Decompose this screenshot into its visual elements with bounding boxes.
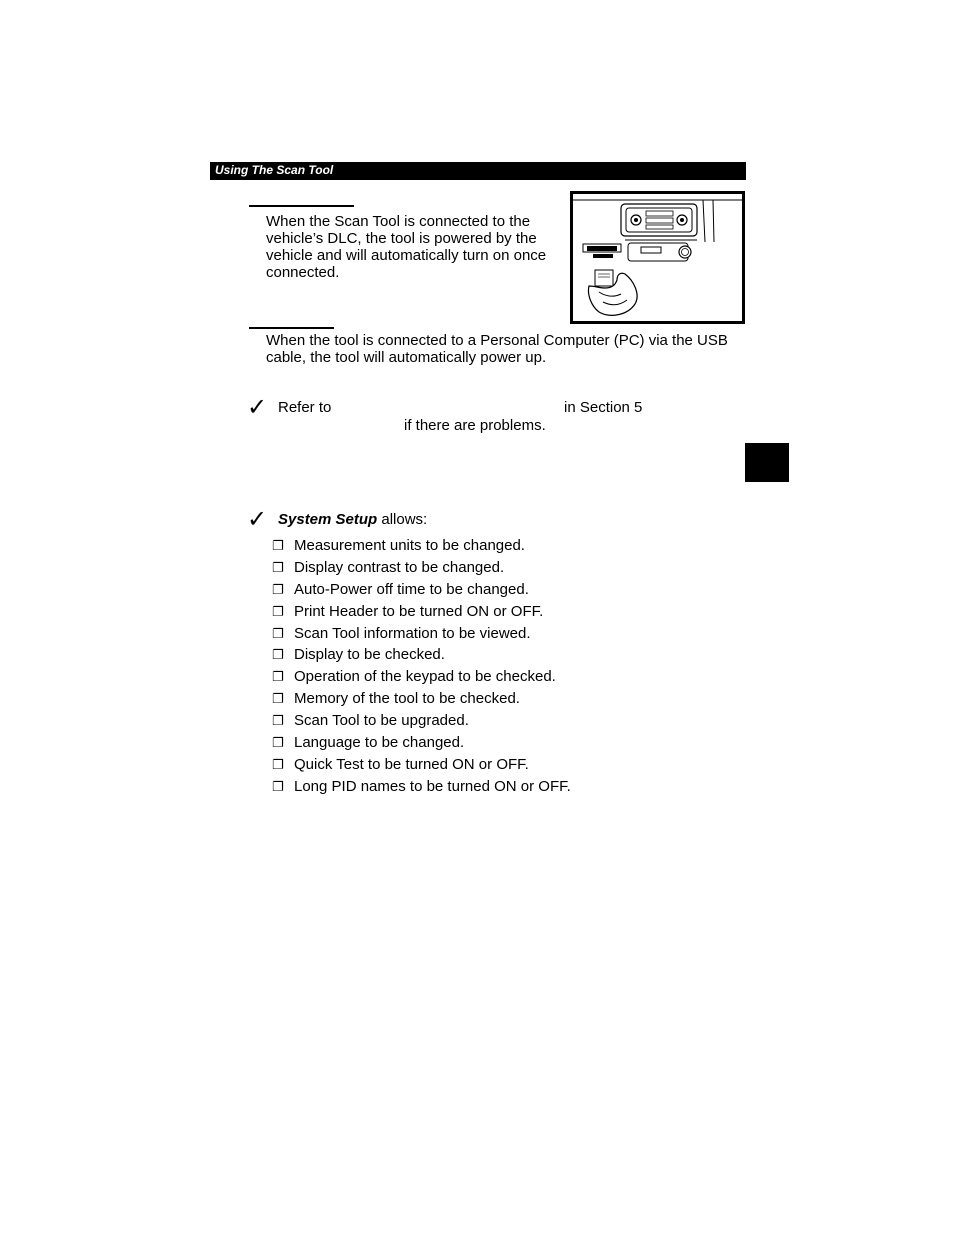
list-item: ❐ Measurement units to be changed.: [272, 535, 571, 557]
system-setup-list: [272, 535, 571, 798]
section-side-tab: [745, 443, 789, 482]
checkbox-bullet-icon: ❐: [272, 670, 284, 686]
refer-problems-label: if there are problems.: [404, 417, 546, 434]
checkbox-bullet-icon: ❐: [272, 757, 284, 773]
section-header-bar: [210, 162, 746, 180]
list-item: ❐ Long PID names to be turned ON or OFF.: [272, 776, 571, 798]
checkbox-bullet-icon: ❐: [272, 736, 284, 752]
list-item: ❐ Quick Test to be turned ON or OFF.: [272, 754, 571, 776]
list-item: ❐ Scan Tool to be upgraded.: [272, 710, 571, 732]
system-setup-suffix: allows:: [377, 511, 428, 528]
list-item: ❐ Print Header to be turned ON or OFF.: [272, 601, 571, 623]
check-mark-icon: ✓: [247, 393, 268, 421]
checkbox-bullet-icon: ❐: [272, 604, 284, 620]
list-item: ❐ Scan Tool information to be viewed.: [272, 623, 571, 645]
section-header-title: Using The Scan Tool: [215, 163, 334, 177]
vehicle-dlc-illustration: [570, 191, 745, 324]
checkbox-bullet-icon: ❐: [272, 560, 284, 576]
subheading-rule-2: [249, 327, 334, 329]
checkbox-bullet-icon: ❐: [272, 539, 284, 554]
list-item: ❐ Display contrast to be changed.: [272, 557, 571, 579]
list-item: ❐ Memory of the tool to be checked.: [272, 688, 571, 710]
check-mark-icon: ✓: [247, 505, 268, 533]
list-item: ❐ Auto-Power off time to be changed.: [272, 579, 571, 601]
dashboard-dlc-drawing: [573, 194, 742, 321]
system-setup-intro: [278, 511, 427, 529]
checkbox-bullet-icon: ❐: [272, 692, 284, 708]
list-item: ❐ Operation of the keypad to be checked.: [272, 666, 571, 688]
checkbox-bullet-icon: ❐: [272, 779, 284, 795]
refer-section-label: in Section 5: [564, 399, 643, 416]
list-item: ❐ Display to be checked.: [272, 644, 571, 666]
dlc-power-paragraph: When the Scan Tool is connected to the vehicle’s DLC, the tool is powered by the vehicle and will automatically turn on once connected.: [266, 213, 547, 281]
refer-to-label: Refer to: [278, 399, 332, 416]
system-setup-title: System Setup: [278, 511, 378, 528]
subheading-rule-1: [249, 205, 354, 207]
checkbox-bullet-icon: ❐: [272, 582, 284, 598]
list-item: ❐ Language to be changed.: [272, 732, 571, 754]
usb-power-paragraph: When the tool is connected to a Personal Computer (PC) via the USB cable, the tool will automatically power up.: [266, 332, 728, 366]
checkbox-bullet-icon: ❐: [272, 626, 284, 642]
checkbox-bullet-icon: ❐: [272, 648, 284, 664]
checkbox-bullet-icon: ❐: [272, 714, 284, 730]
